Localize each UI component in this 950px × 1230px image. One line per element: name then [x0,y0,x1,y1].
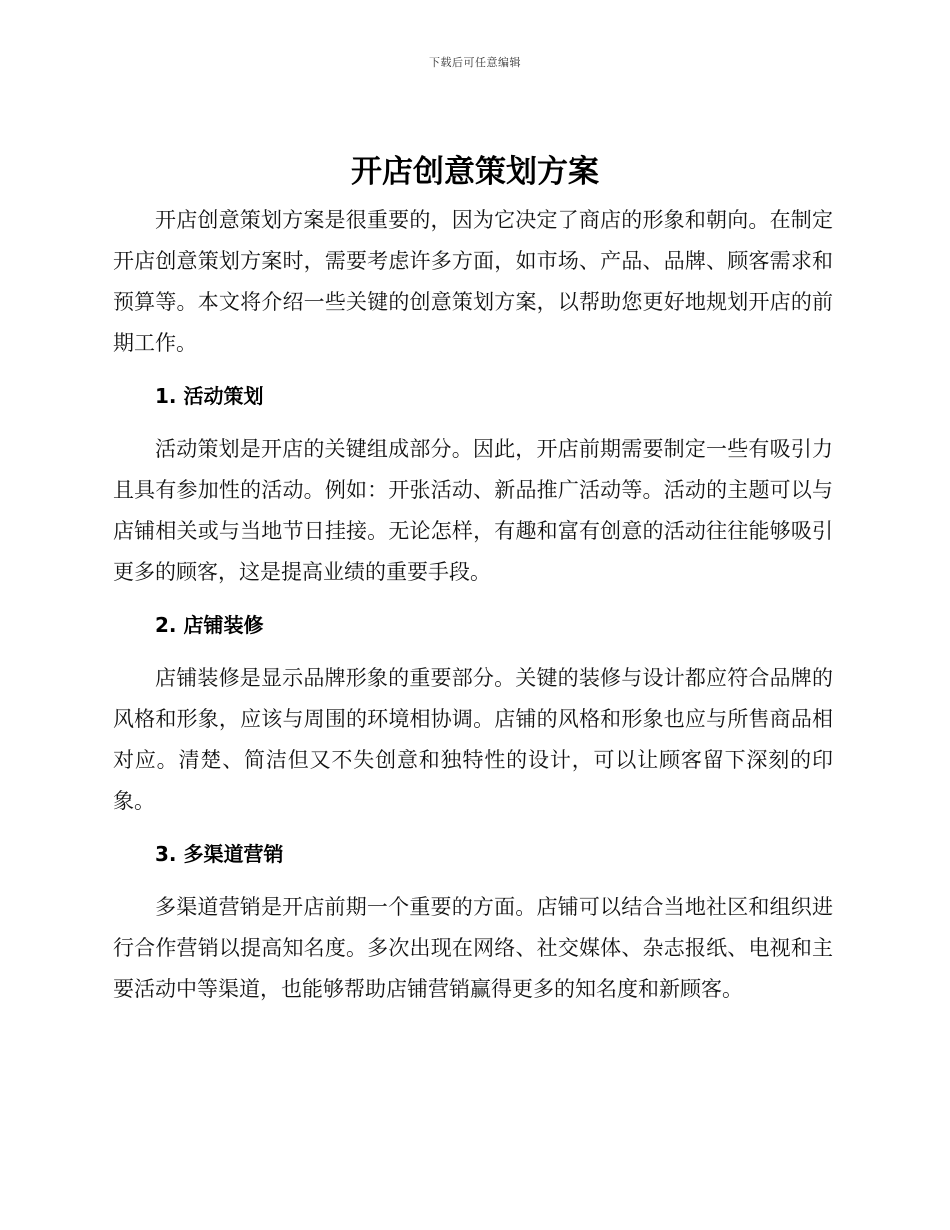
header-note: 下载后可任意编辑 [429,56,521,69]
section-heading-decoration: 2. 店铺装修 [155,613,264,637]
section-heading-activity: 1. 活动策划 [155,384,264,408]
section-body-marketing: 多渠道营销是开店前期一个重要的方面。店铺可以结合当地社区和组织进行合作营销以提高知名度。多次出现在网络、社交媒体、杂志报纸、电视和主要活动中等渠道，也能够帮助店铺营销赢得更多的知名度和新顾客。 [113,895,833,1001]
section-body-decoration: 店铺装修是显示品牌形象的重要部分。关键的装修与设计都应符合品牌的风格和形象，应该与周围的环境相协调。店铺的风格和形象也应与所售商品相对应。清楚、简洁但又不失创意和独特性的设计，可以让顾客留下深刻的印象。 [113,666,833,813]
intro-paragraph: 开店创意策划方案是很重要的，因为它决定了商店的形象和朝向。在制定开店创意策划方案时，需要考虑许多方面，如市场、产品、品牌、顾客需求和预算等。本文将介绍一些关键的创意策划方案，以帮助您更好地规划开店的前期工作。 [113,208,833,355]
document-title: 开店创意策划方案 [351,154,599,190]
section-body-activity: 活动策划是开店的关键组成部分。因此，开店前期需要制定一些有吸引力且具有参加性的活动。例如：开张活动、新品推广活动等。活动的主题可以与店铺相关或与当地节日挂接。无论怎样，有趣和富有创意的活动往往能够吸引更多的顾客，这是提高业绩的重要手段。 [113,437,833,584]
section-heading-marketing: 3. 多渠道营销 [155,842,284,866]
document-body [113,200,833,1010]
